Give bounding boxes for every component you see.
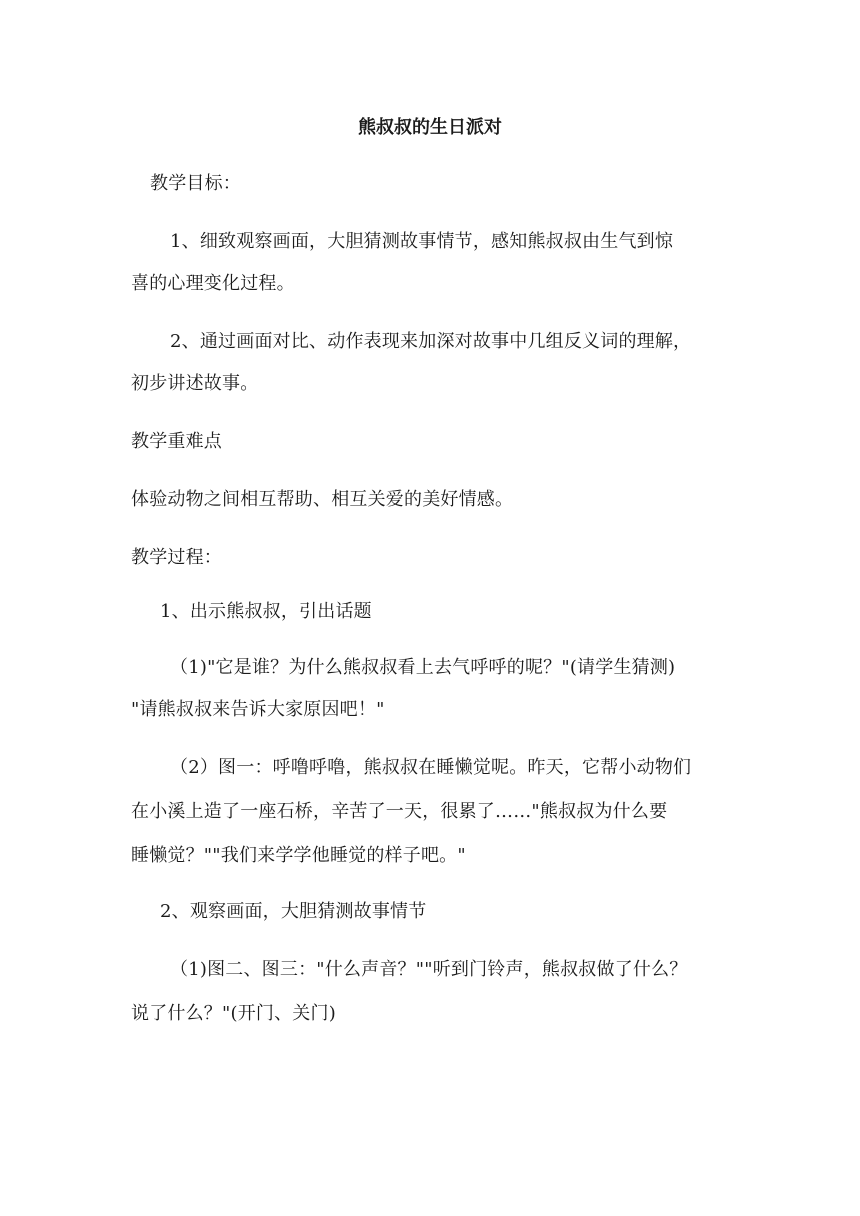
section-heading-key-points: 教学重难点 [131, 431, 222, 452]
paragraph-line: 喜的心理变化过程。 [131, 273, 295, 294]
paragraph-line: 1、细致观察画面，大胆猜测故事情节，感知熊叔叔由生气到惊 [170, 231, 674, 252]
paragraph-line: "请熊叔叔来告诉大家原因吧！" [131, 699, 385, 720]
document-title: 熊叔叔的生日派对 [358, 117, 502, 138]
step-heading: 2、观察画面，大胆猜测故事情节 [160, 901, 427, 922]
paragraph-line: （2）图一：呼噜呼噜，熊叔叔在睡懒觉呢。昨天，它帮小动物们 [170, 757, 692, 778]
paragraph-line: （1)图二、图三："什么声音？""听到门铃声，熊叔叔做了什么？ [170, 959, 688, 980]
paragraph-line: 体验动物之间相互帮助、相互关爱的美好情感。 [131, 489, 514, 510]
paragraph-line: 2、通过画面对比、动作表现来加深对故事中几组反义词的理解， [170, 331, 692, 352]
section-heading-objectives: 教学目标： [150, 173, 241, 194]
paragraph-line: 在小溪上造了一座石桥，辛苦了一天，很累了……"熊叔叔为什么要 [131, 801, 668, 822]
section-heading-process: 教学过程： [131, 547, 222, 568]
paragraph-line: （1)"它是谁？为什么熊叔叔看上去气呼呼的呢？"(请学生猜测) [170, 657, 676, 678]
paragraph-line: 初步讲述故事。 [131, 373, 259, 394]
paragraph-line: 说了什么？"(开门、关门) [131, 1003, 336, 1024]
step-heading: 1、出示熊叔叔，引出话题 [160, 601, 372, 622]
paragraph-line: 睡懒觉？""我们来学学他睡觉的样子吧。" [131, 845, 466, 866]
